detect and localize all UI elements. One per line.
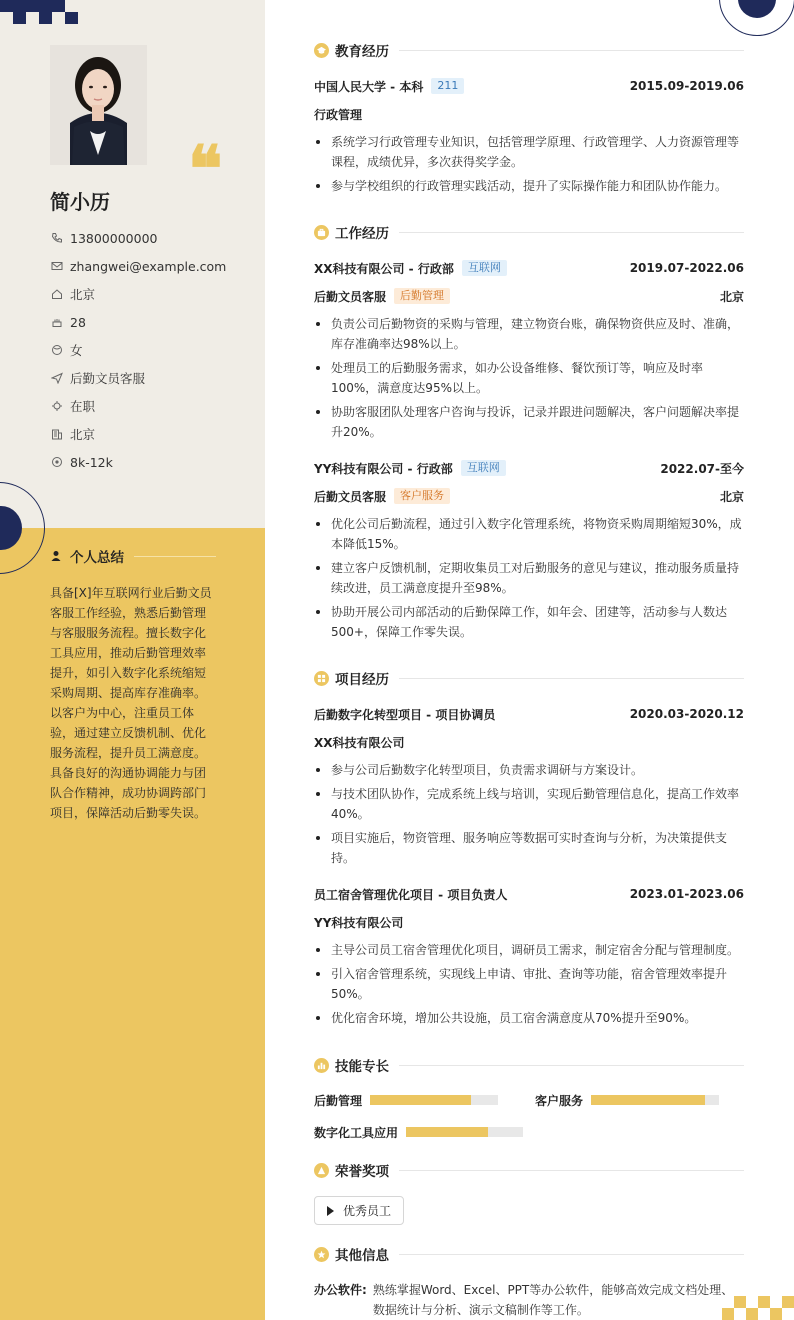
project-header bbox=[314, 704, 744, 724]
sidebar bbox=[0, 0, 265, 1320]
contact-info-item bbox=[50, 448, 226, 476]
graduation-cap-icon bbox=[314, 43, 329, 58]
contact-info-item bbox=[50, 336, 226, 364]
age-icon bbox=[50, 315, 64, 329]
home-icon bbox=[50, 287, 64, 301]
phone-icon bbox=[50, 231, 64, 245]
section-title: 技能专长 bbox=[335, 1059, 389, 1075]
school-name: 中国人民大学 - 本科 bbox=[314, 79, 424, 94]
checker-decoration bbox=[0, 0, 78, 26]
job-header bbox=[314, 258, 744, 278]
industry-tag: 互联网 bbox=[462, 260, 507, 276]
contact-info-value: 女 bbox=[70, 343, 83, 358]
divider bbox=[134, 556, 216, 557]
project-date: 2020.03-2020.12 bbox=[629, 707, 744, 721]
divider bbox=[399, 1065, 744, 1066]
list-item: 主导公司员工宿舍管理优化项目，调研员工需求，制定宿舍分配与管理制度。 bbox=[314, 940, 744, 960]
list-item: 协助客服团队处理客户咨询与投诉，记录并跟进问题解决，客户问题解决率提升20%。 bbox=[314, 402, 744, 442]
job-date: 2019.07-2022.06 bbox=[629, 261, 744, 275]
list-item: 项目实施后，物资管理、服务响应等数据可实时查询与分析，为决策提供支持。 bbox=[314, 828, 744, 868]
skill-bar bbox=[591, 1095, 719, 1105]
job-role: 后勤文员客服 bbox=[314, 489, 387, 504]
skill-fill bbox=[591, 1095, 705, 1105]
section-title: 荣誉奖项 bbox=[335, 1164, 389, 1180]
job-header bbox=[314, 458, 744, 478]
contact-info-value: 8k-12k bbox=[70, 454, 113, 470]
company-name: XX科技有限公司 - 行政部 bbox=[314, 261, 454, 276]
major-row bbox=[314, 104, 744, 124]
list-item: 系统学习行政管理专业知识，包括管理学原理、行政管理学、人力资源管理等课程，成绩优异，多次获得奖学金。 bbox=[314, 132, 744, 172]
contact-info-value: 北京 bbox=[70, 427, 96, 442]
status-icon bbox=[50, 399, 64, 413]
briefcase-icon bbox=[314, 225, 329, 240]
list-item: 优化公司后勤流程，通过引入数字化管理系统，将物资采购周期缩短30%，成本降低15%。 bbox=[314, 514, 744, 554]
summary-title: 个人总结 bbox=[70, 550, 124, 566]
project-date: 2023.01-2023.06 bbox=[629, 887, 744, 901]
building-icon bbox=[50, 427, 64, 441]
list-item: 参与公司后勤数字化转型项目，负责需求调研与方案设计。 bbox=[314, 760, 744, 780]
send-icon bbox=[50, 371, 64, 385]
job-city: 北京 bbox=[719, 289, 744, 304]
contact-info-item bbox=[50, 364, 226, 392]
contact-info-item bbox=[50, 392, 226, 420]
project-company-row bbox=[314, 732, 744, 752]
summary-text: 具备[X]年互联网行业后勤文员客服工作经验，熟悉后勤管理与客服服务流程。擅长数字化工具应用，推动后勤管理效率提升，如引入数字化系统缩短采购周期、提高库存准确率。以客户为中心，注重员工体验，通过建立反馈机制、优化服务流程，提升员工满意度。具备良好的沟通协调能力与团队合作精神，成功协调跨部门项目，保障活动后勤零失误。 bbox=[50, 586, 212, 820]
project-company: XX科技有限公司 bbox=[314, 735, 405, 750]
skill-bar bbox=[406, 1127, 523, 1137]
section-heading-projects bbox=[314, 668, 744, 688]
section-heading-skills bbox=[314, 1055, 744, 1075]
play-icon bbox=[327, 1206, 334, 1216]
job-date: 2022.07-至今 bbox=[660, 461, 744, 476]
skill-name: 客户服务 bbox=[535, 1093, 584, 1108]
section-heading-work bbox=[314, 222, 744, 242]
section-heading-awards bbox=[314, 1160, 744, 1180]
role-tag: 客户服务 bbox=[394, 488, 450, 504]
divider bbox=[399, 1170, 744, 1171]
gender-icon bbox=[50, 343, 64, 357]
other-info-row bbox=[314, 1280, 744, 1320]
job-city: 北京 bbox=[719, 489, 744, 504]
job-role: 后勤文员客服 bbox=[314, 289, 387, 304]
industry-tag: 互联网 bbox=[461, 460, 506, 476]
project-name: 后勤数字化转型项目 - 项目协调员 bbox=[314, 707, 496, 722]
skill-fill bbox=[370, 1095, 471, 1105]
medal-icon bbox=[314, 1163, 329, 1178]
skill-item bbox=[314, 1090, 498, 1110]
star-icon bbox=[314, 1247, 329, 1262]
list-item: 处理员工的后勤服务需求，如办公设备维修、餐饮预订等，响应及时率100%，满意度达95%以上。 bbox=[314, 358, 744, 398]
quote-mark-decoration: ❝ bbox=[188, 132, 223, 207]
job-role-row bbox=[314, 486, 744, 506]
divider bbox=[399, 1254, 744, 1255]
other-text: 熟练掌握Word、Excel、PPT等办公软件，能够高效完成文档处理、数据统计与分析、演示文稿制作等工作。 bbox=[372, 1283, 734, 1317]
salary-icon bbox=[50, 455, 64, 469]
contact-info-item bbox=[50, 308, 226, 336]
contact-info-value: 北京 bbox=[70, 287, 96, 302]
person-icon bbox=[50, 550, 62, 562]
project-company: YY科技有限公司 bbox=[314, 915, 404, 930]
award-name: 优秀员工 bbox=[343, 1204, 392, 1218]
company-name: YY科技有限公司 - 行政部 bbox=[314, 461, 453, 476]
candidate-name: 简小历 bbox=[50, 190, 110, 214]
contact-info-value: 28 bbox=[70, 314, 86, 330]
skill-item bbox=[314, 1122, 523, 1142]
avatar-photo bbox=[50, 45, 147, 165]
project-bullets bbox=[314, 940, 744, 1032]
role-tag: 后勤管理 bbox=[394, 288, 450, 304]
section-title: 工作经历 bbox=[335, 226, 389, 242]
skill-name: 后勤管理 bbox=[314, 1093, 363, 1108]
major: 行政管理 bbox=[314, 107, 363, 122]
education-row bbox=[314, 76, 744, 96]
section-heading-education bbox=[314, 40, 744, 60]
project-company-row bbox=[314, 912, 744, 932]
education-date: 2015.09-2019.06 bbox=[629, 79, 744, 93]
list-item: 与技术团队协作，完成系统上线与培训，实现后勤管理信息化，提高工作效率40%。 bbox=[314, 784, 744, 824]
list-item: 引入宿舍管理系统，实现线上申请、审批、查询等功能，宿舍管理效率提升50%。 bbox=[314, 964, 744, 1004]
award-chip bbox=[314, 1196, 404, 1225]
contact-info-item bbox=[50, 252, 226, 280]
mail-icon bbox=[50, 259, 64, 273]
summary-heading bbox=[50, 546, 216, 566]
divider bbox=[399, 678, 744, 679]
contact-info-list bbox=[50, 224, 226, 476]
project-bullets bbox=[314, 760, 744, 872]
contact-info-value: zhangwei@example.com bbox=[70, 258, 227, 274]
section-title: 其他信息 bbox=[335, 1248, 389, 1264]
list-item: 协助开展公司内部活动的后勤保障工作，如年会、团建等，活动参与人数达500+，保障工作零失误。 bbox=[314, 602, 744, 642]
contact-info-item bbox=[50, 280, 226, 308]
skill-bar bbox=[370, 1095, 498, 1105]
divider bbox=[399, 232, 744, 233]
skill-item bbox=[535, 1090, 719, 1110]
list-item: 参与学校组织的行政管理实践活动，提升了实际操作能力和团队协作能力。 bbox=[314, 176, 744, 196]
list-item: 负责公司后勤物资的采购与管理，建立物资台账，确保物资供应及时、准确，库存准确率达98%以上。 bbox=[314, 314, 744, 354]
skill-fill bbox=[406, 1127, 488, 1137]
contact-info-value: 后勤文员客服 bbox=[70, 371, 146, 386]
contact-info-item bbox=[50, 420, 226, 448]
section-title: 项目经历 bbox=[335, 672, 389, 688]
list-item: 建立客户反馈机制，定期收集员工对后勤服务的意见与建议，推动服务质量持续改进，员工满意度提升至98%。 bbox=[314, 558, 744, 598]
job-bullets bbox=[314, 314, 744, 446]
section-title: 教育经历 bbox=[335, 44, 389, 60]
section-heading-other bbox=[314, 1244, 744, 1264]
education-bullets bbox=[314, 132, 744, 200]
project-header bbox=[314, 884, 744, 904]
contact-info-item bbox=[50, 224, 226, 252]
contact-info-value: 13800000000 bbox=[70, 230, 158, 246]
chart-icon bbox=[314, 1058, 329, 1073]
contact-info-value: 在职 bbox=[70, 399, 96, 414]
other-label: 办公软件: bbox=[314, 1283, 367, 1297]
divider bbox=[399, 50, 744, 51]
grid-icon bbox=[314, 671, 329, 686]
job-bullets bbox=[314, 514, 744, 646]
school-tag: 211 bbox=[431, 78, 464, 94]
skill-name: 数字化工具应用 bbox=[314, 1125, 399, 1140]
job-role-row bbox=[314, 286, 744, 306]
project-name: 员工宿舍管理优化项目 - 项目负责人 bbox=[314, 887, 508, 902]
list-item: 优化宿舍环境，增加公共设施，员工宿舍满意度从70%提升至90%。 bbox=[314, 1008, 744, 1028]
